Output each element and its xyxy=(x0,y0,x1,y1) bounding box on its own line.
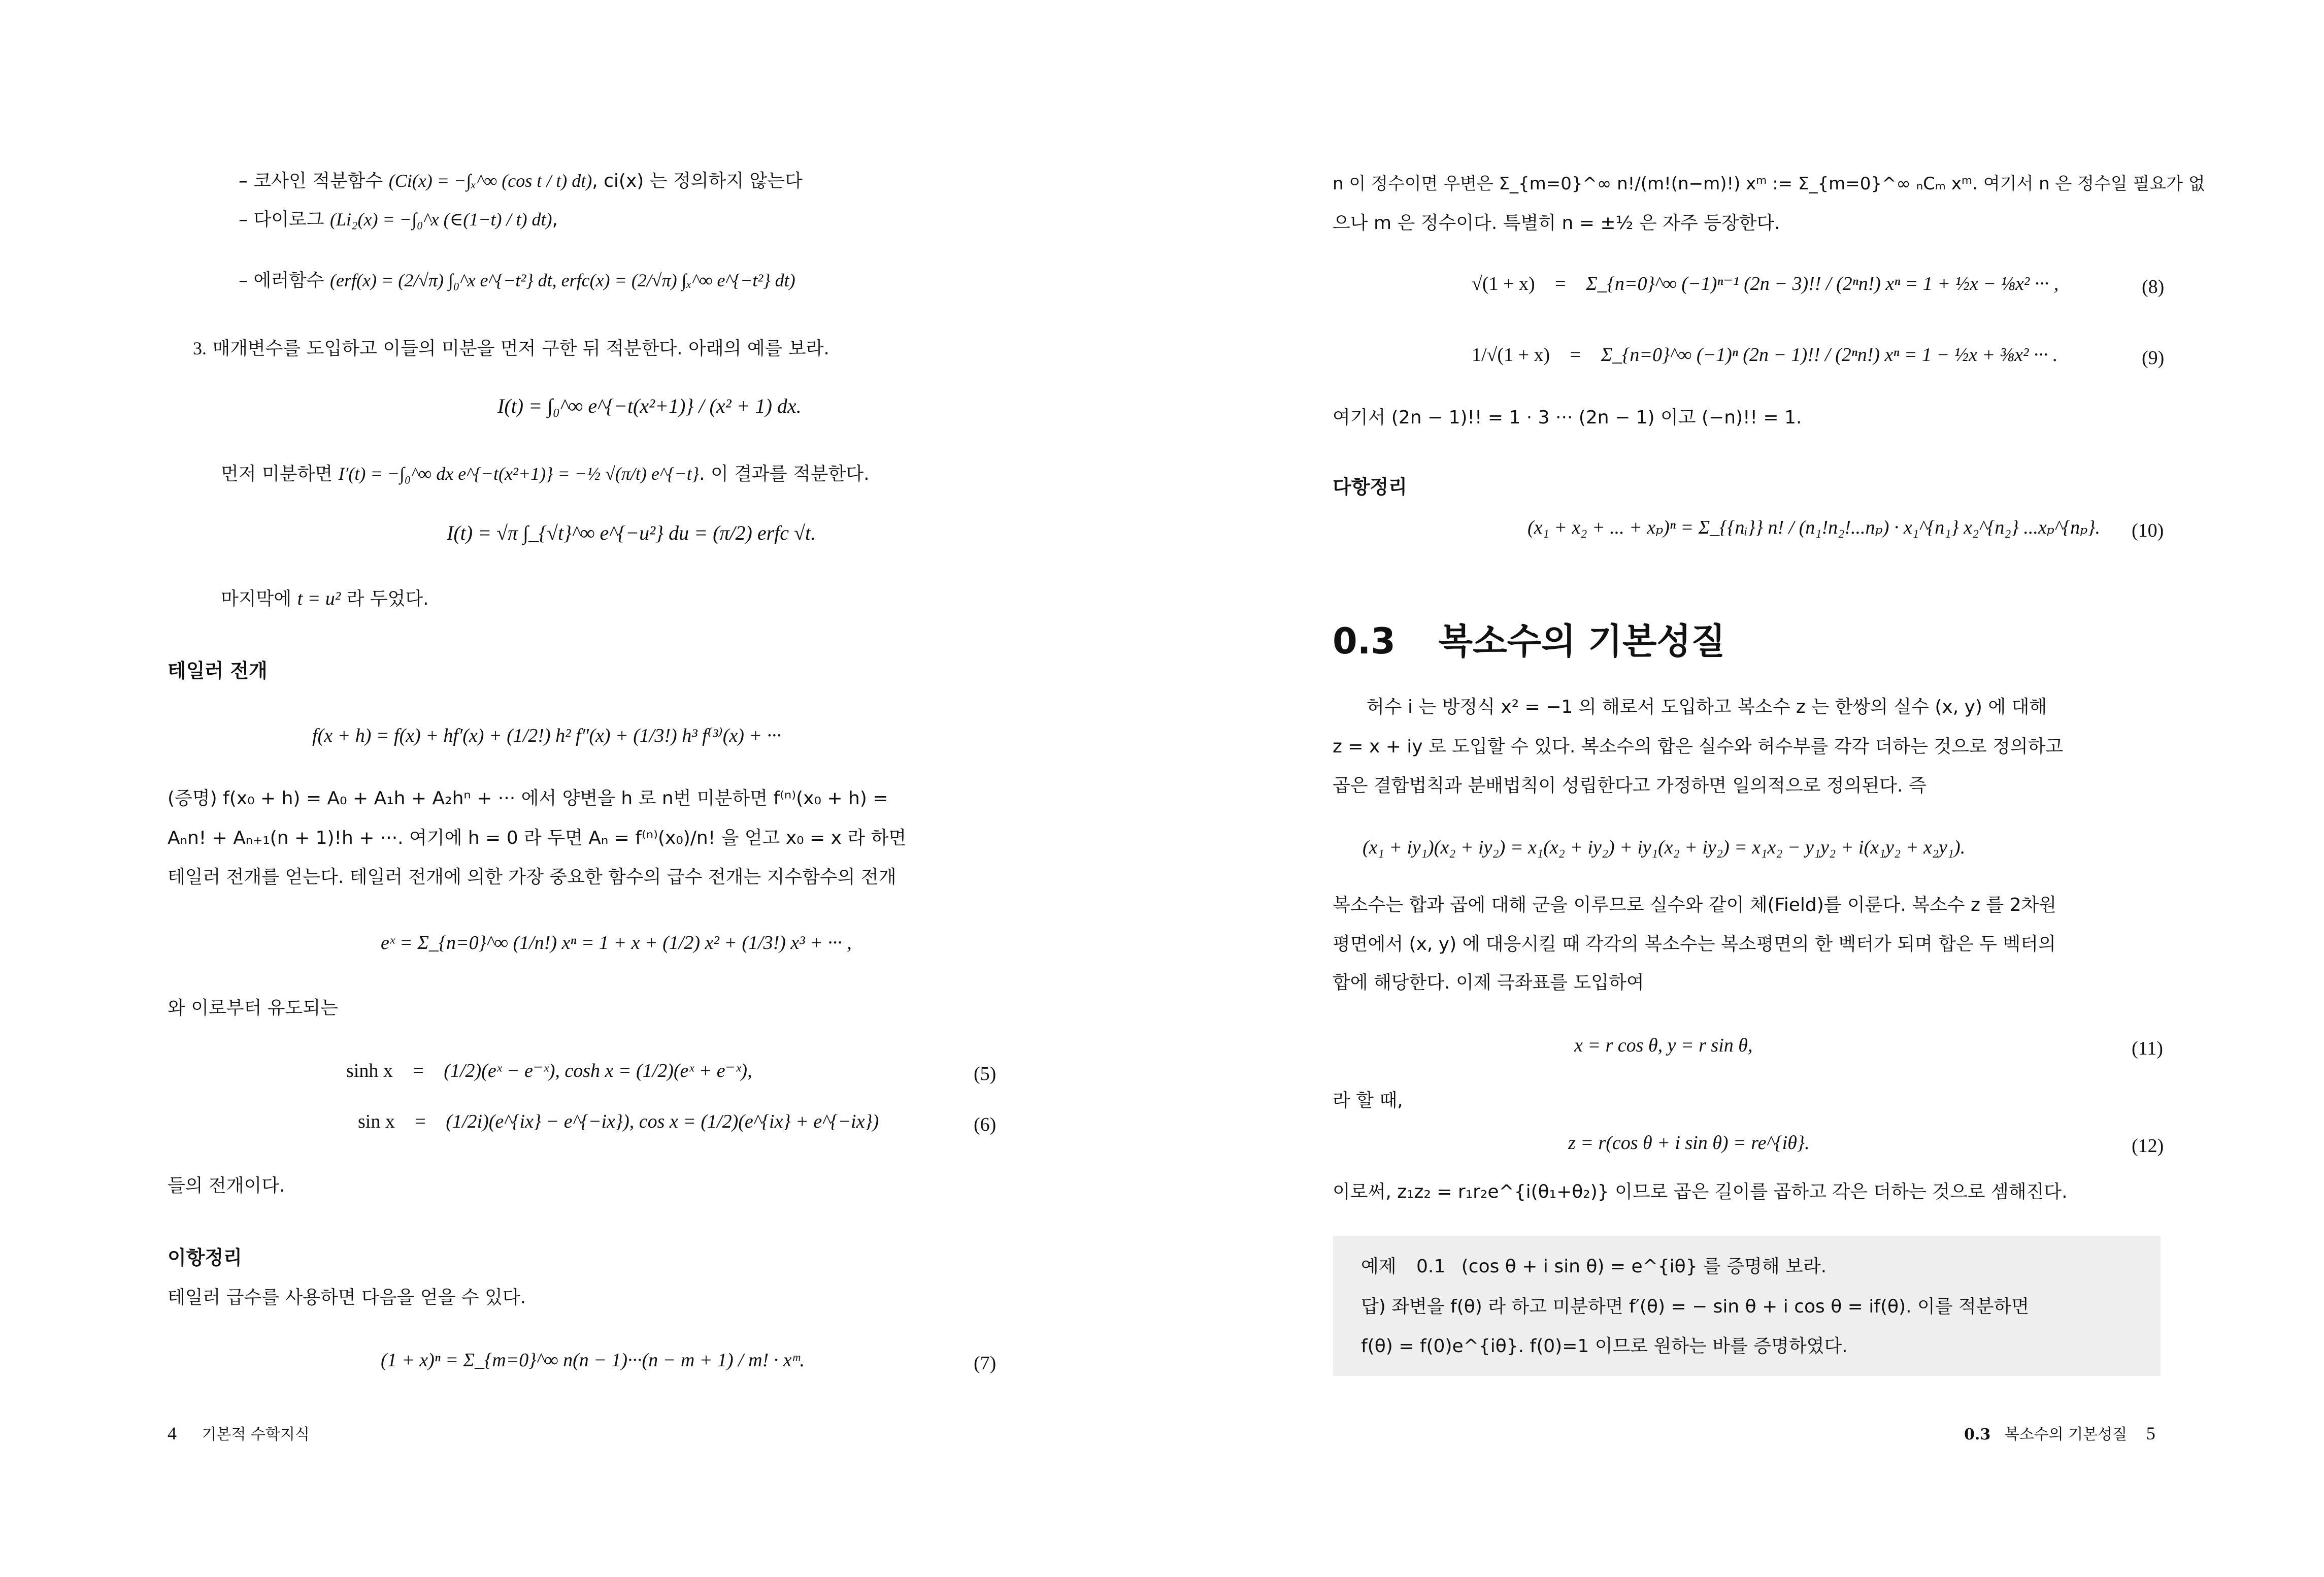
when-text: 라 할 때, xyxy=(1333,1090,1403,1111)
eq9-lhs: 1/√(1 + x) xyxy=(1472,344,1550,366)
example-number: 0.1 xyxy=(1416,1256,1446,1277)
heading-taylor-expansion: 테일러 전개 xyxy=(168,660,268,682)
bullet-cosine-integral xyxy=(239,172,803,190)
bullet-label: – 코사인 적분함수 xyxy=(239,171,383,191)
eq5-lhs: sinh x xyxy=(346,1060,393,1081)
example-box xyxy=(1333,1236,2161,1376)
heading-binomial-theorem: 이항정리 xyxy=(168,1246,242,1269)
differentiation-line xyxy=(221,465,870,483)
page-footer-left xyxy=(168,1424,310,1442)
page-number: 4 xyxy=(168,1423,177,1443)
heading-multinomial-theorem: 다항정리 xyxy=(1333,476,1407,498)
example-label: 예제 xyxy=(1361,1256,1397,1277)
item-number: 3. xyxy=(193,338,207,358)
equation-exponential-series: eˣ = Σ_{n=0}^∞ (1/n!) xⁿ = 1 + x + (1/2) x² + (1/3!) x³ + ··· , xyxy=(381,932,852,954)
bullet-math: (Li₂(x) = −∫₀^x (∈(1−t) / t) dt) xyxy=(330,209,552,229)
last-suffix: 라 두었다. xyxy=(346,588,429,609)
equation-9: 1/√(1 + x) = Σ_{n=0}^∞ (−1)ⁿ (2n − 1)!! / (2ⁿn!) xⁿ = 1 − ½x + ⅜x² ··· . xyxy=(1472,344,2058,366)
diff-math: I′(t) = −∫₀^∞ dx e^{−t(x²+1)} = −½ √(π/t) e^{−t} xyxy=(338,464,700,484)
para1-line-1: 허수 i 는 방정식 x² = −1 의 해로서 도입하고 복소수 z 는 한쌍의 실수 (x, y) 에 대해 xyxy=(1367,697,2047,717)
equation-number-8: (8) xyxy=(2142,276,2165,298)
item-text: 매개변수를 도입하고 이들의 미분을 먼저 구한 뒤 적분한다. 아래의 예를 보라. xyxy=(212,338,829,359)
substitution-line xyxy=(221,589,429,608)
right-page xyxy=(1162,0,2324,1577)
para1-line-3: 곱은 결합법칙과 분배법칙이 성립한다고 가정하면 일의적으로 정의된다. 즉 xyxy=(1333,775,1927,796)
running-title: 복소수의 기본성질 xyxy=(2004,1426,2128,1443)
proof-line-1: (증명) f(x₀ + h) = A₀ + A₁h + A₂hⁿ + ··· 에서 양변을 h 로 n번 미분하면 f⁽ⁿ⁾(x₀ + h) = xyxy=(168,788,888,809)
item-3 xyxy=(193,339,829,358)
binomial-text: 테일러 급수를 사용하면 다음을 얻을 수 있다. xyxy=(168,1287,526,1308)
derived-text: 와 이로부터 유도되는 xyxy=(168,998,338,1019)
eq6-rhs: (1/2i)(e^{ix} − e^{−ix}), cos x = (1/2)(e^{ix} + e^{−ix}) xyxy=(446,1111,879,1132)
eq8-lhs: √(1 + x) xyxy=(1472,273,1535,294)
equation-number-10: (10) xyxy=(2132,520,2164,541)
equation-I-t: I(t) = ∫₀^∞ e^{−t(x²+1)} / (x² + 1) dx. xyxy=(497,395,802,417)
eq9-rhs: Σ_{n=0}^∞ (−1)ⁿ (2n − 1)!! / (2ⁿn!) xⁿ = 1 − ½x + ⅜x² ··· . xyxy=(1601,344,2058,366)
equation-11: x = r cos θ, y = r sin θ, xyxy=(1574,1035,1753,1056)
example-statement xyxy=(1361,1258,1827,1276)
equation-I-result: I(t) = √π ∫_{√t}^∞ e^{−u²} du = (π/2) erfc √t. xyxy=(447,521,816,544)
bullet-tail: , xyxy=(552,209,558,230)
para2-line-2: 평면에서 (x, y) 에 대응시킬 때 각각의 복소수는 복소평면의 한 벡터가 되며 합은 두 벡터의 xyxy=(1333,934,2056,955)
example-text: (cos θ + i sin θ) = e^{iθ} 를 증명해 보라. xyxy=(1461,1256,1827,1277)
section-title: 복소수의 기본성질 xyxy=(1438,620,1725,662)
intro-line-1: n 이 정수이면 우변은 Σ_{m=0}^∞ n!/(m!(n−m)!) xᵐ := Σ_{m=0}^∞ ₙCₘ xᵐ. 여기서 n 은 정수일 필요가 없 xyxy=(1333,174,2205,194)
double-factorial-note: 여기서 (2n − 1)!! = 1 · 3 ··· (2n − 1) 이고 (−n)!! = 1. xyxy=(1333,407,1802,428)
equation-number-5: (5) xyxy=(974,1063,997,1085)
equation-number-12: (12) xyxy=(2132,1135,2164,1157)
para2-line-1: 복소수는 합과 곱에 대해 군을 이루므로 실수와 같이 체(Field)를 이룬다. 복소수 z 를 2차원 xyxy=(1333,895,2057,915)
para1-line-2: z = x + iy 로 도입할 수 있다. 복소수의 합은 실수와 허수부를 각각 더하는 것으로 정의하고 xyxy=(1333,736,2064,757)
footer-section-number: 0.3 xyxy=(1964,1426,1991,1443)
section-heading xyxy=(1333,620,1725,662)
running-title: 기본적 수학지식 xyxy=(202,1426,310,1443)
page-number: 5 xyxy=(2146,1423,2155,1443)
bullet-math: (erf(x) = (2/√π) ∫₀^x e^{−t²} dt, erfc(x) = (2/√π) ∫ₓ^∞ e^{−t²} dt) xyxy=(330,270,795,290)
equation-7: (1 + x)ⁿ = Σ_{m=0}^∞ n(n − 1)···(n − m + 1) / m! · xᵐ. xyxy=(381,1350,805,1371)
conclusion-text: 이로써, z₁z₂ = r₁r₂e^{i(θ₁+θ₂)} 이므로 곱은 길이를 곱하고 각은 더하는 것으로 셈해진다. xyxy=(1333,1181,2068,1202)
page-footer-right xyxy=(1964,1424,2155,1442)
equation-8: √(1 + x) = Σ_{n=0}^∞ (−1)ⁿ⁻¹ (2n − 3)!! / (2ⁿn!) xⁿ = 1 + ½x − ⅛x² ··· , xyxy=(1472,273,2059,294)
example-answer-line-2: f(θ) = f(0)e^{iθ}. f(0)=1 이므로 원하는 바를 증명하였다. xyxy=(1361,1336,1848,1357)
equation-complex-product: (x₁ + iy₁)(x₂ + iy₂) = x₁(x₂ + iy₂) + iy₁(x₂ + iy₂) = x₁x₂ − y₁y₂ + i(x₁y₂ + x₂y₁). xyxy=(1363,837,1966,858)
equation-number-6: (6) xyxy=(974,1114,997,1135)
eq5-rhs: (1/2)(eˣ − e⁻ˣ), cosh x = (1/2)(eˣ + e⁻ˣ), xyxy=(444,1060,752,1081)
proof-line-3: 테일러 전개를 얻는다. 테일러 전개에 의한 가장 중요한 함수의 급수 전개는 지수함수의 전개 xyxy=(168,867,897,888)
diff-suffix: . 이 결과를 적분한다. xyxy=(699,464,870,484)
eq8-rhs: Σ_{n=0}^∞ (−1)ⁿ⁻¹ (2n − 3)!! / (2ⁿn!) xⁿ = 1 + ½x − ⅛x² ··· , xyxy=(1586,273,2059,294)
bullet-dilog xyxy=(239,210,558,229)
equation-number-9: (9) xyxy=(2142,347,2165,369)
equation-number-7: (7) xyxy=(974,1353,997,1374)
bullet-error-function xyxy=(239,271,795,290)
bullet-tail: , ci(x) 는 정의하지 않는다 xyxy=(592,171,803,191)
example-answer-line-1: 답) 좌변을 f(θ) 라 하고 미분하면 f′(θ) = − sin θ + i cos θ = if(θ). 이를 적분하면 xyxy=(1361,1296,2030,1317)
diff-prefix: 먼저 미분하면 xyxy=(221,464,333,484)
section-number: 0.3 xyxy=(1333,620,1396,662)
eq6-lhs: sin x xyxy=(358,1111,395,1132)
equation-number-11: (11) xyxy=(2132,1038,2163,1059)
para2-line-3: 합에 해당한다. 이제 극좌표를 도입하여 xyxy=(1333,972,1644,993)
equation-10: (x₁ + x₂ + ... + xₚ)ⁿ = Σ_{{nᵢ}} n! / (n₁!n₂!...nₚ) · x₁^{n₁} x₂^{n₂} ...xₚ^{nₚ}. xyxy=(1528,517,2100,538)
last-math: t = u² xyxy=(297,588,341,609)
intro-line-2: 으나 m 은 정수이다. 특별히 n = ±½ 은 자주 등장한다. xyxy=(1333,213,1780,234)
proof-line-2: Aₙn! + Aₙ₊₁(n + 1)!h + ···. 여기에 h = 0 라 두면 Aₙ = f⁽ⁿ⁾(x₀)/n! 을 얻고 x₀ = x 라 하면 xyxy=(168,828,907,848)
bullet-math: (Ci(x) = −∫ₓ^∞ (cos t / t) dt) xyxy=(388,171,592,191)
equation-12: z = r(cos θ + i sin θ) = re^{iθ}. xyxy=(1568,1132,1810,1154)
closing-text: 들의 전개이다. xyxy=(168,1175,285,1196)
equation-5: sinh x = (1/2)(eˣ − e⁻ˣ), cosh x = (1/2)(eˣ + e⁻ˣ), xyxy=(346,1060,752,1081)
bullet-label: – 에러함수 xyxy=(239,270,324,291)
bullet-label: – 다이로그 xyxy=(239,209,324,230)
equation-6: sin x = (1/2i)(e^{ix} − e^{−ix}), cos x = (1/2)(e^{ix} + e^{−ix}) xyxy=(358,1111,879,1132)
equation-taylor: f(x + h) = f(x) + hf′(x) + (1/2!) h² f″(x) + (1/3!) h³ f⁽³⁾(x) + ··· xyxy=(312,725,782,746)
last-prefix: 마지막에 xyxy=(221,588,292,609)
